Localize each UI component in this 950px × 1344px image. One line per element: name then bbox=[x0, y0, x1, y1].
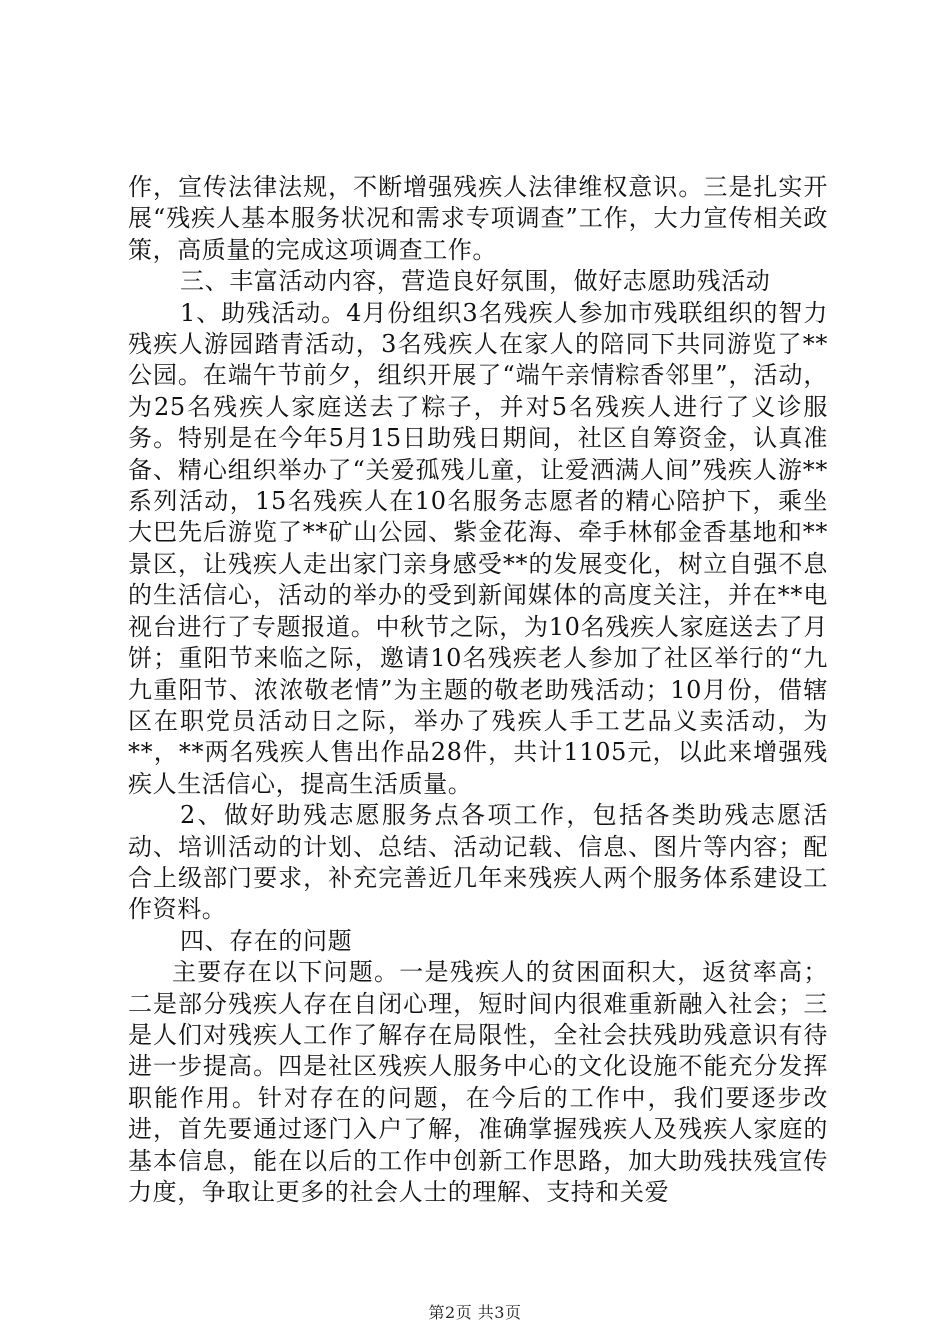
section-heading-problems: 四、存在的问题 bbox=[180, 926, 353, 955]
paragraph-continued: 作，宣传法律法规，不断增强残疾人法律维权意识。三是扎实开展“残疾人基本服务状况和需求专项调查”工作，大力宣传相关政策，高质量的完成这项调查工作。 bbox=[128, 173, 828, 264]
paragraph-activity-2: 2、做好助残志愿服务点各项工作，包括各类助残志愿活动、培训活动的计划、总结、活动记载、信息、图片等内容；配合上级部门要求，补充完善近几年来残疾人两个服务体系建设工作资料。 bbox=[128, 801, 828, 924]
page-number-label: 第2页 共3页 bbox=[428, 1303, 522, 1322]
paragraph-activity-1: 1、助残活动。4月份组织3名残疾人参加市残联组织的智力残疾人游园踏青活动，3名残疾人在家人的陪同下共同游览了**公园。在端午节前夕，组织开展了“端午亲情粽香邻里”，活动，为25名残疾人家庭送去了粽子，并对5名残疾人进行了义诊服务。特别是在今年5月15日助残日期间，社区自筹资金，认真准备、精心组织举办了“关爱孤残儿童，让爱洒满人间”残疾人游**系列活动，15名残疾人在10名服务志愿者的精心陪护下，乘坐大巴先后游览了**矿山公园、紫金花海、牵手林郁金香基地和**景区，让残疾人走出家门亲身感受**的发展变化，树立自强不息的生活信心，活动的举办的受到新闻媒体的高度关注，并在**电视台进行了专题报道。中秋节之际，为10名残疾人家庭送去了月饼；重阳节来临之际，邀请10名残疾老人参加了社区举行的“九九重阳节、浓浓敬老情”为主题的敬老助残活动；10月份，借辖区在职党员活动日之际，举办了残疾人手工艺品义卖活动，为**，**两名残疾人售出作品28件，共计1105元，以此来增强残疾人生活信心，提高生活质量。 bbox=[128, 298, 828, 798]
document-body bbox=[128, 172, 828, 1208]
section-heading-activities: 三、丰富活动内容，营造良好氛围，做好志愿助残活动 bbox=[180, 267, 771, 296]
paragraph-problems: 主要存在以下问题。一是残疾人的贫困面积大，返贫率高；二是部分残疾人存在自闭心理，短时间内很难重新融入社会；三是人们对残疾人工作了解存在局限性，全社会扶残助残意识有待进一步提高。四是社区残疾人服务中心的文化设施不能充分发挥职能作用。针对存在的问题，在今后的工作中，我们要逐步改进，首先要通过逐门入户了解，准确掌握残疾人及残疾人家庭的基本信息，能在以后的工作中创新工作思路，加大助残扶残宣传力度，争取让更多的社会人士的理解、支持和关爱 bbox=[128, 958, 828, 1206]
page-footer bbox=[0, 1300, 950, 1323]
